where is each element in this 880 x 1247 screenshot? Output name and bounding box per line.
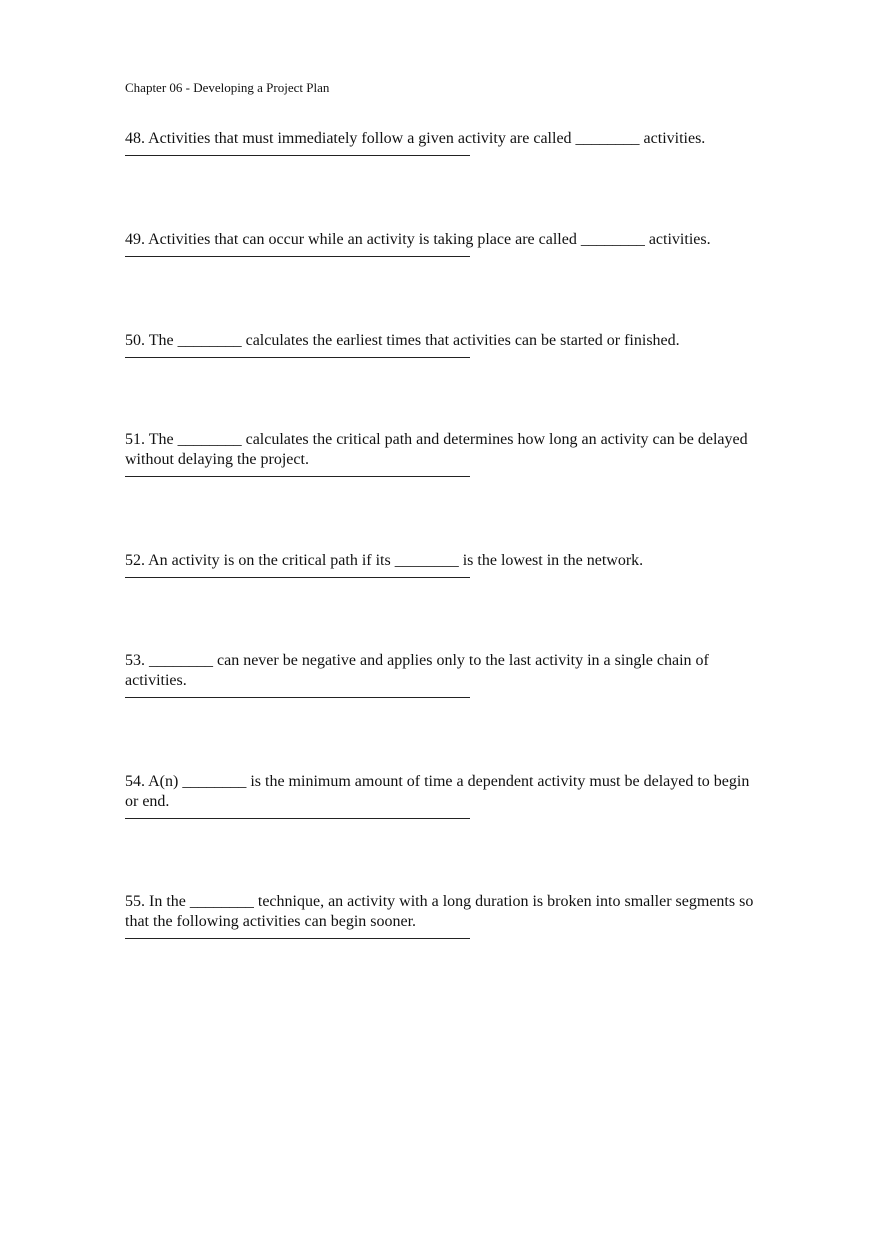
question-text: 50. The ________ calculates the earliest times that activities can be started or finished. [125,332,680,349]
answer-line[interactable] [125,697,470,698]
question-51 [125,430,765,477]
question-text: 51. The ________ calculates the critical path and determines how long an activity can be delayed without delaying the project. [125,431,748,468]
question-54 [125,772,765,819]
question-text: 53. ________ can never be negative and applies only to the last activity in a single chain of activities. [125,652,709,689]
answer-line[interactable] [125,818,470,819]
answer-line[interactable] [125,155,470,156]
question-50 [125,331,765,358]
answer-line[interactable] [125,476,470,477]
question-text: 49. Activities that can occur while an activity is taking place are called ________ activities. [125,231,711,248]
question-48 [125,129,765,156]
question-text: 48. Activities that must immediately follow a given activity are called ________ activities. [125,130,706,147]
question-49 [125,230,765,257]
answer-line[interactable] [125,256,470,257]
answer-line[interactable] [125,357,470,358]
answer-line[interactable] [125,938,470,939]
question-text: 55. In the ________ technique, an activity with a long duration is broken into smaller segments so that the following activities can begin sooner. [125,893,754,930]
question-55 [125,892,765,939]
question-52 [125,551,765,578]
answer-line[interactable] [125,577,470,578]
question-text: 52. An activity is on the critical path if its ________ is the lowest in the network. [125,552,644,569]
question-53 [125,651,765,698]
question-text: 54. A(n) ________ is the minimum amount of time a dependent activity must be delayed to begin or end. [125,773,750,810]
chapter-header: Chapter 06 - Developing a Project Plan [125,80,330,95]
